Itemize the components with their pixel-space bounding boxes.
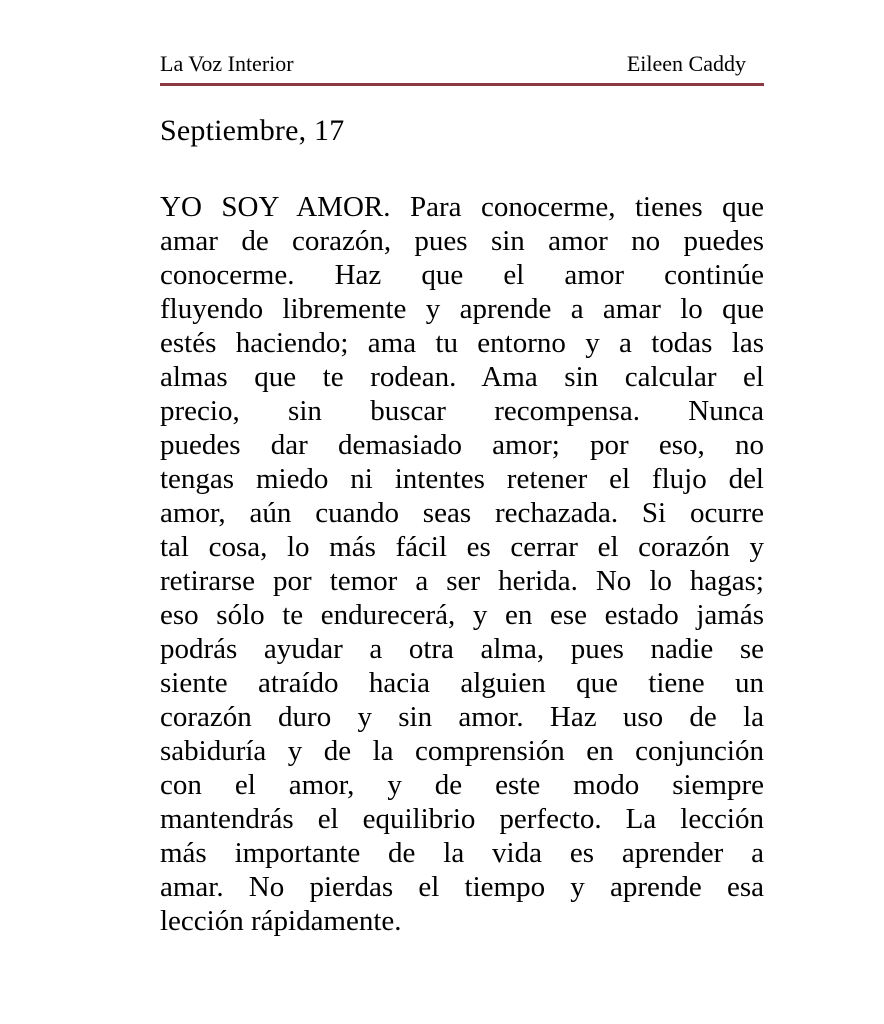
body-line: corazón duro y sin amor. Haz uso de la	[160, 701, 764, 733]
body-line: mantendrás el equilibrio perfecto. La lección	[160, 803, 764, 835]
body-line: con el amor, y de este modo siempre	[160, 769, 764, 801]
body-line: sabiduría y de la comprensión en conjunción	[160, 735, 764, 767]
body-line: precio, sin buscar recompensa. Nunca	[160, 395, 764, 427]
body-line: retirarse por temor a ser herida. No lo hagas;	[160, 565, 764, 597]
entry-body	[160, 190, 764, 938]
header-rule	[160, 83, 764, 86]
body-line: siente atraído hacia alguien que tiene un	[160, 667, 764, 699]
body-line: estés haciendo; ama tu entorno y a todas las	[160, 327, 764, 359]
body-line: eso sólo te endurecerá, y en ese estado jamás	[160, 599, 764, 631]
book-title: La Voz Interior	[160, 51, 294, 76]
body-line: más importante de la vida es aprender a	[160, 837, 764, 869]
body-line: fluyendo libremente y aprende a amar lo que	[160, 293, 764, 325]
body-line: lección rápidamente.	[160, 905, 402, 937]
body-line: amor, aún cuando seas rechazada. Si ocurre	[160, 497, 764, 529]
body-line: podrás ayudar a otra alma, pues nadie se	[160, 633, 764, 665]
running-header	[160, 0, 764, 78]
body-line: amar de corazón, pues sin amor no puedes	[160, 225, 764, 257]
page-content	[160, 0, 764, 938]
date-heading: Septiembre, 17	[160, 114, 345, 147]
body-line: almas que te rodean. Ama sin calcular el	[160, 361, 764, 393]
body-line: tal cosa, lo más fácil es cerrar el corazón y	[160, 531, 764, 563]
body-line: puedes dar demasiado amor; por eso, no	[160, 429, 764, 461]
body-line: conocerme. Haz que el amor continúe	[160, 259, 764, 291]
body-line: tengas miedo ni intentes retener el flujo del	[160, 463, 764, 495]
body-line: YO SOY AMOR. Para conocerme, tienes que	[160, 191, 764, 223]
body-line: amar. No pierdas el tiempo y aprende esa	[160, 871, 764, 903]
author-name: Eileen Caddy	[626, 51, 746, 76]
